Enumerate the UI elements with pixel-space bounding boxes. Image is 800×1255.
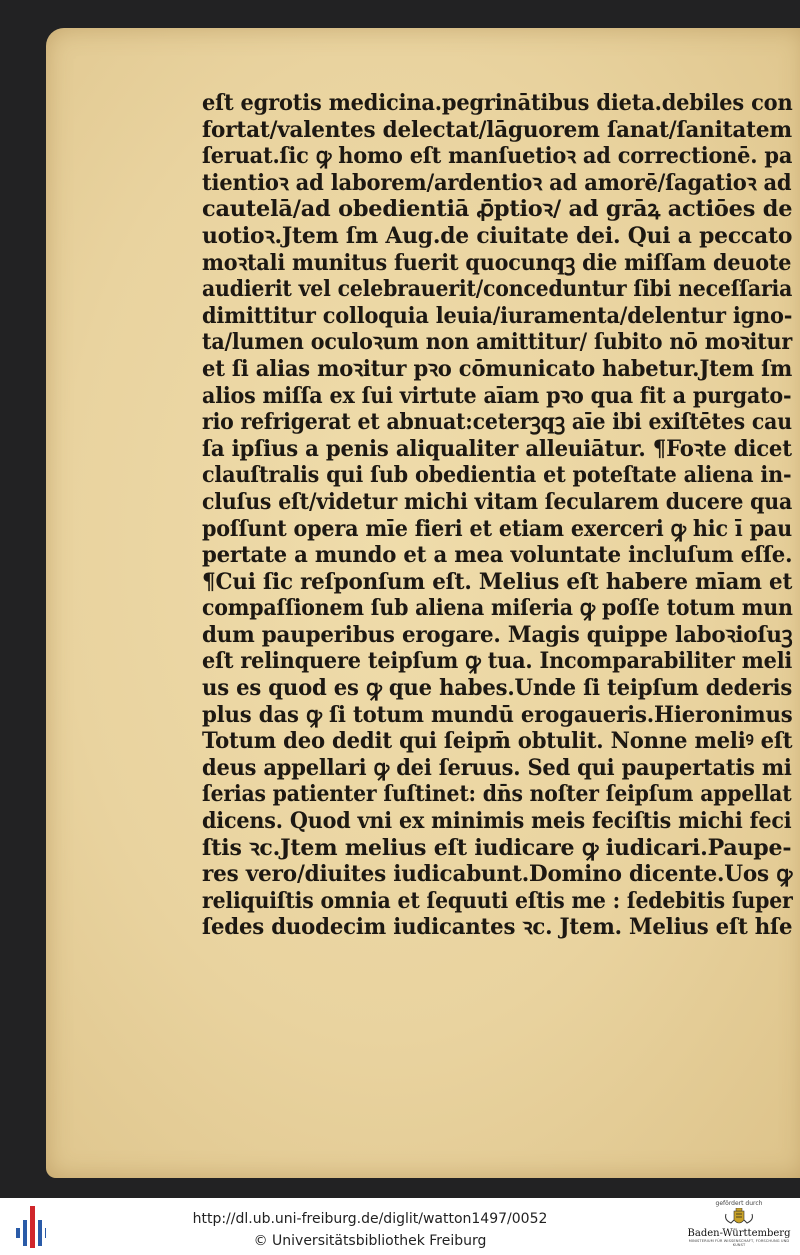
copyright-notice: © Universitätsbibliothek Freiburg	[253, 1233, 487, 1249]
text-line: rio refrigerat et abnuat:ceterꝫqꝫ aīe ibi exiſtētes cau	[202, 409, 792, 436]
text-line: ¶Cui ſic reſponſum eſt. Melius eſt habere mīam et	[202, 568, 793, 595]
text-line: ſtis ꝛc.Jtem melius eſt iudicare ꝙ iudicari.Paupe-	[202, 834, 792, 861]
text-line: cautelā/ad obedientiā ꝓ̄ptioꝛ/ ad grāꝝ actiōes de	[202, 196, 793, 223]
text-line: fortat/valentes delectat/lāguorem ſanat/ſanitatem	[202, 116, 792, 143]
text-line: reliquiſtis omnia et ſequuti eſtis me : ſedebitis ſuper	[202, 887, 793, 914]
text-line: eſt egrotis medicina.pegrinātibus dieta.debiles con	[202, 90, 793, 116]
text-line: poſſunt opera mīe fieri et etiam exerceri ꝙ hic ī pau	[202, 515, 792, 542]
text-line: eſt relinquere teipſum ꝙ tua. Incomparabiliter meli	[202, 648, 793, 675]
sponsor-logo	[684, 1200, 794, 1253]
text-line: plus das ꝙ ſi totum mundū erogaueris.Hieronimus	[202, 701, 793, 728]
text-line: ſedes duodecim iudicantes ꝛc. Jtem. Melius eſt hſe	[202, 914, 793, 941]
text-line: dicens. Quod vni ex minimis meis feciſtis michi feci	[202, 808, 792, 835]
baden-wuerttemberg-crest-icon	[722, 1208, 756, 1228]
text-line: moꝛtali munitus fuerit quocunqꝫ die miſſam deuote	[202, 249, 792, 276]
page-text	[202, 90, 798, 941]
text-line: ſa ipſius a penis aliqualiter alleuiātur. ¶Foꝛte dicet	[202, 435, 792, 462]
footer-bar	[0, 1198, 800, 1255]
text-line: compaſſionem ſub aliena miſeria ꝙ poſſe totum mun	[202, 595, 793, 622]
text-line: et ſi alias moꝛitur pꝛo cōmunicato habetur.Jtem ſm	[202, 355, 793, 382]
sponsor-caption: gefördert durch	[715, 1200, 763, 1207]
text-line: audierit vel celebrauerit/conceduntur ſibi neceſſaria	[202, 276, 793, 303]
text-line: uotioꝛ.Jtem ſm Aug.de ciuitate dei. Qui a peccato	[202, 222, 793, 249]
text-line: ſerias patienter ſuſtinet: dn̄s noſter ſeipſum appellat	[202, 781, 792, 808]
text-line: ſeruat.ſic ꝙ homo eſt manſuetioꝛ ad correctionē. pa	[202, 143, 793, 170]
text-line: ta/lumen oculoꝛum non amittitur/ ſubito nō moꝛitur	[202, 329, 793, 356]
text-line: us es quod es ꝙ que habes.Unde ſi teipſum dederis	[202, 675, 793, 702]
text-line: res vero/diuites iudicabunt.Domino dicente.Uos ꝙ	[202, 861, 793, 888]
text-line: cluſus eſt/videtur michi vitam ſecularem ducere qua	[202, 488, 793, 515]
text-line: tientioꝛ ad laborem/ardentioꝛ ad amorē/ſagatioꝛ ad	[202, 169, 792, 196]
text-line: dimittitur colloquia leuia/iuramenta/delentur igno-	[202, 302, 793, 329]
text-line: dum pauperibus erogare. Magis quippe laboꝛioſuꝫ	[202, 621, 793, 648]
text-line: deus appellari ꝙ dei ſeruus. Sed qui paupertatis mi	[202, 754, 792, 781]
permalink-url[interactable]: http://dl.ub.uni-freiburg.de/diglit/watton1497/0052	[192, 1211, 548, 1227]
text-line: pertate a mundo et a mea voluntate incluſum eſſe.	[202, 542, 793, 569]
text-line: alios miſſa ex ſui virtute aīam pꝛo qua fit a purgato-	[202, 382, 792, 409]
sponsor-state-name: Baden-Württemberg	[687, 1228, 791, 1239]
text-line: Totum deo dedit qui ſeipm̄ obtulit. Nonne meliꝰ eſt	[202, 728, 793, 755]
sponsor-ministry-name: MINISTERIUM FÜR WISSENSCHAFT, FORSCHUNG UND KUNST	[688, 1239, 790, 1247]
text-line: clauſtralis qui ſub obedientia et poteſtate aliena in-	[202, 462, 792, 489]
